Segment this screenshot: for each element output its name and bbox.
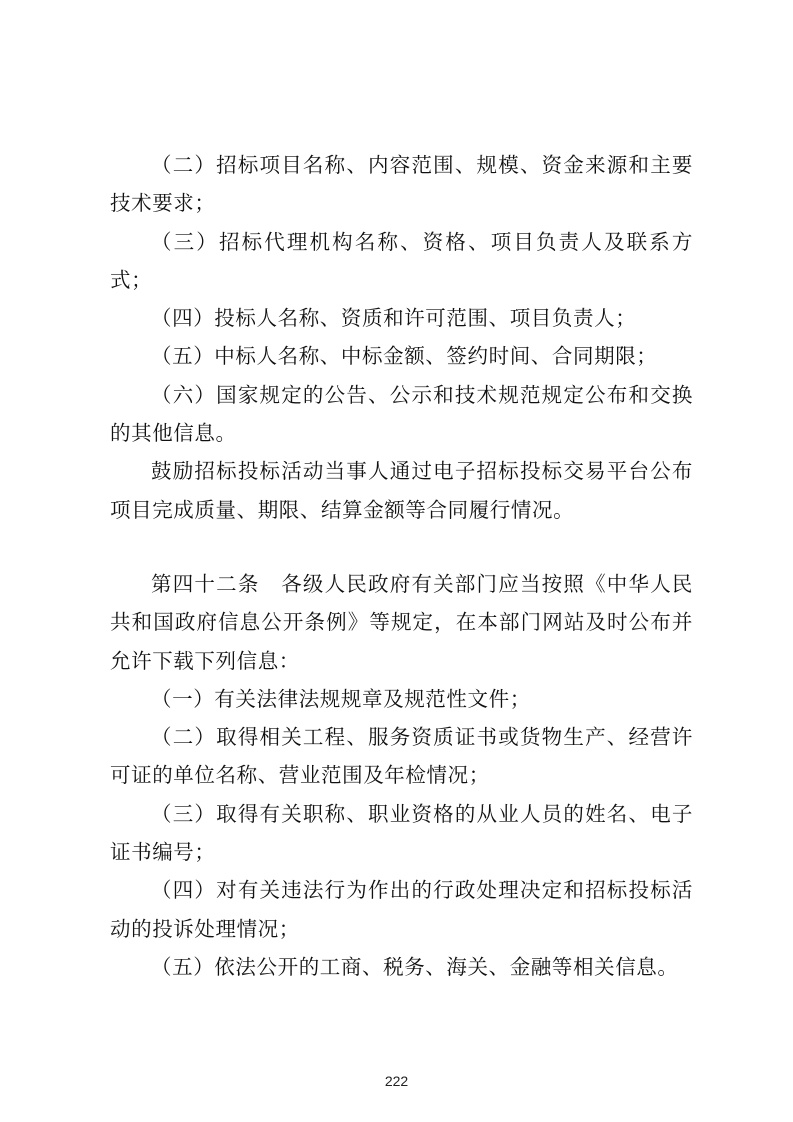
paragraph-item-6: （六）国家规定的公告、公示和技术规范规定公布和交换的其他信息。 [110,382,693,446]
paragraph-item-3: （三）招标代理机构名称、资格、项目负责人及联系方式； [110,229,693,292]
article-42-item-1: （一）有关法律法规规章及规范性文件； [151,686,531,711]
page-number: 222 [384,1073,409,1089]
paragraph-item-5: （五）中标人名称、中标金额、签约时间、合同期限； [151,344,658,369]
paragraph-encourage: 鼓励招标投标活动当事人通过电子招标投标交易平台公布项目完成质量、期限、结算金额等合同履行情况。 [110,459,693,522]
paragraph-item-2: （二）招标项目名称、内容范围、规模、资金来源和主要技术要求； [110,153,693,216]
paragraph-item-4: （四）投标人名称、资质和许可范围、项目负责人； [151,306,637,331]
article-42-item-5: （五）依法公开的工商、税务、海关、金融等相关信息。 [151,954,679,979]
section-gap [110,529,693,565]
article-42-item-4: （四）对有关违法行为作出的行政处理决定和招标投标活动的投诉处理情况； [110,878,693,941]
document-body [110,146,693,986]
article-42: 第四十二条 各级人民政府有关部门应当按照《中华人民共和国政府信息公开条例》等规定，在本部门网站及时公布并允许下载下列信息： [110,571,693,673]
article-42-item-3: （三）取得有关职称、职业资格的从业人员的姓名、电子证书编号； [110,801,693,865]
article-42-item-2: （二）取得相关工程、服务资质证书或货物生产、经营许可证的单位名称、营业范围及年检情况； [110,725,693,788]
